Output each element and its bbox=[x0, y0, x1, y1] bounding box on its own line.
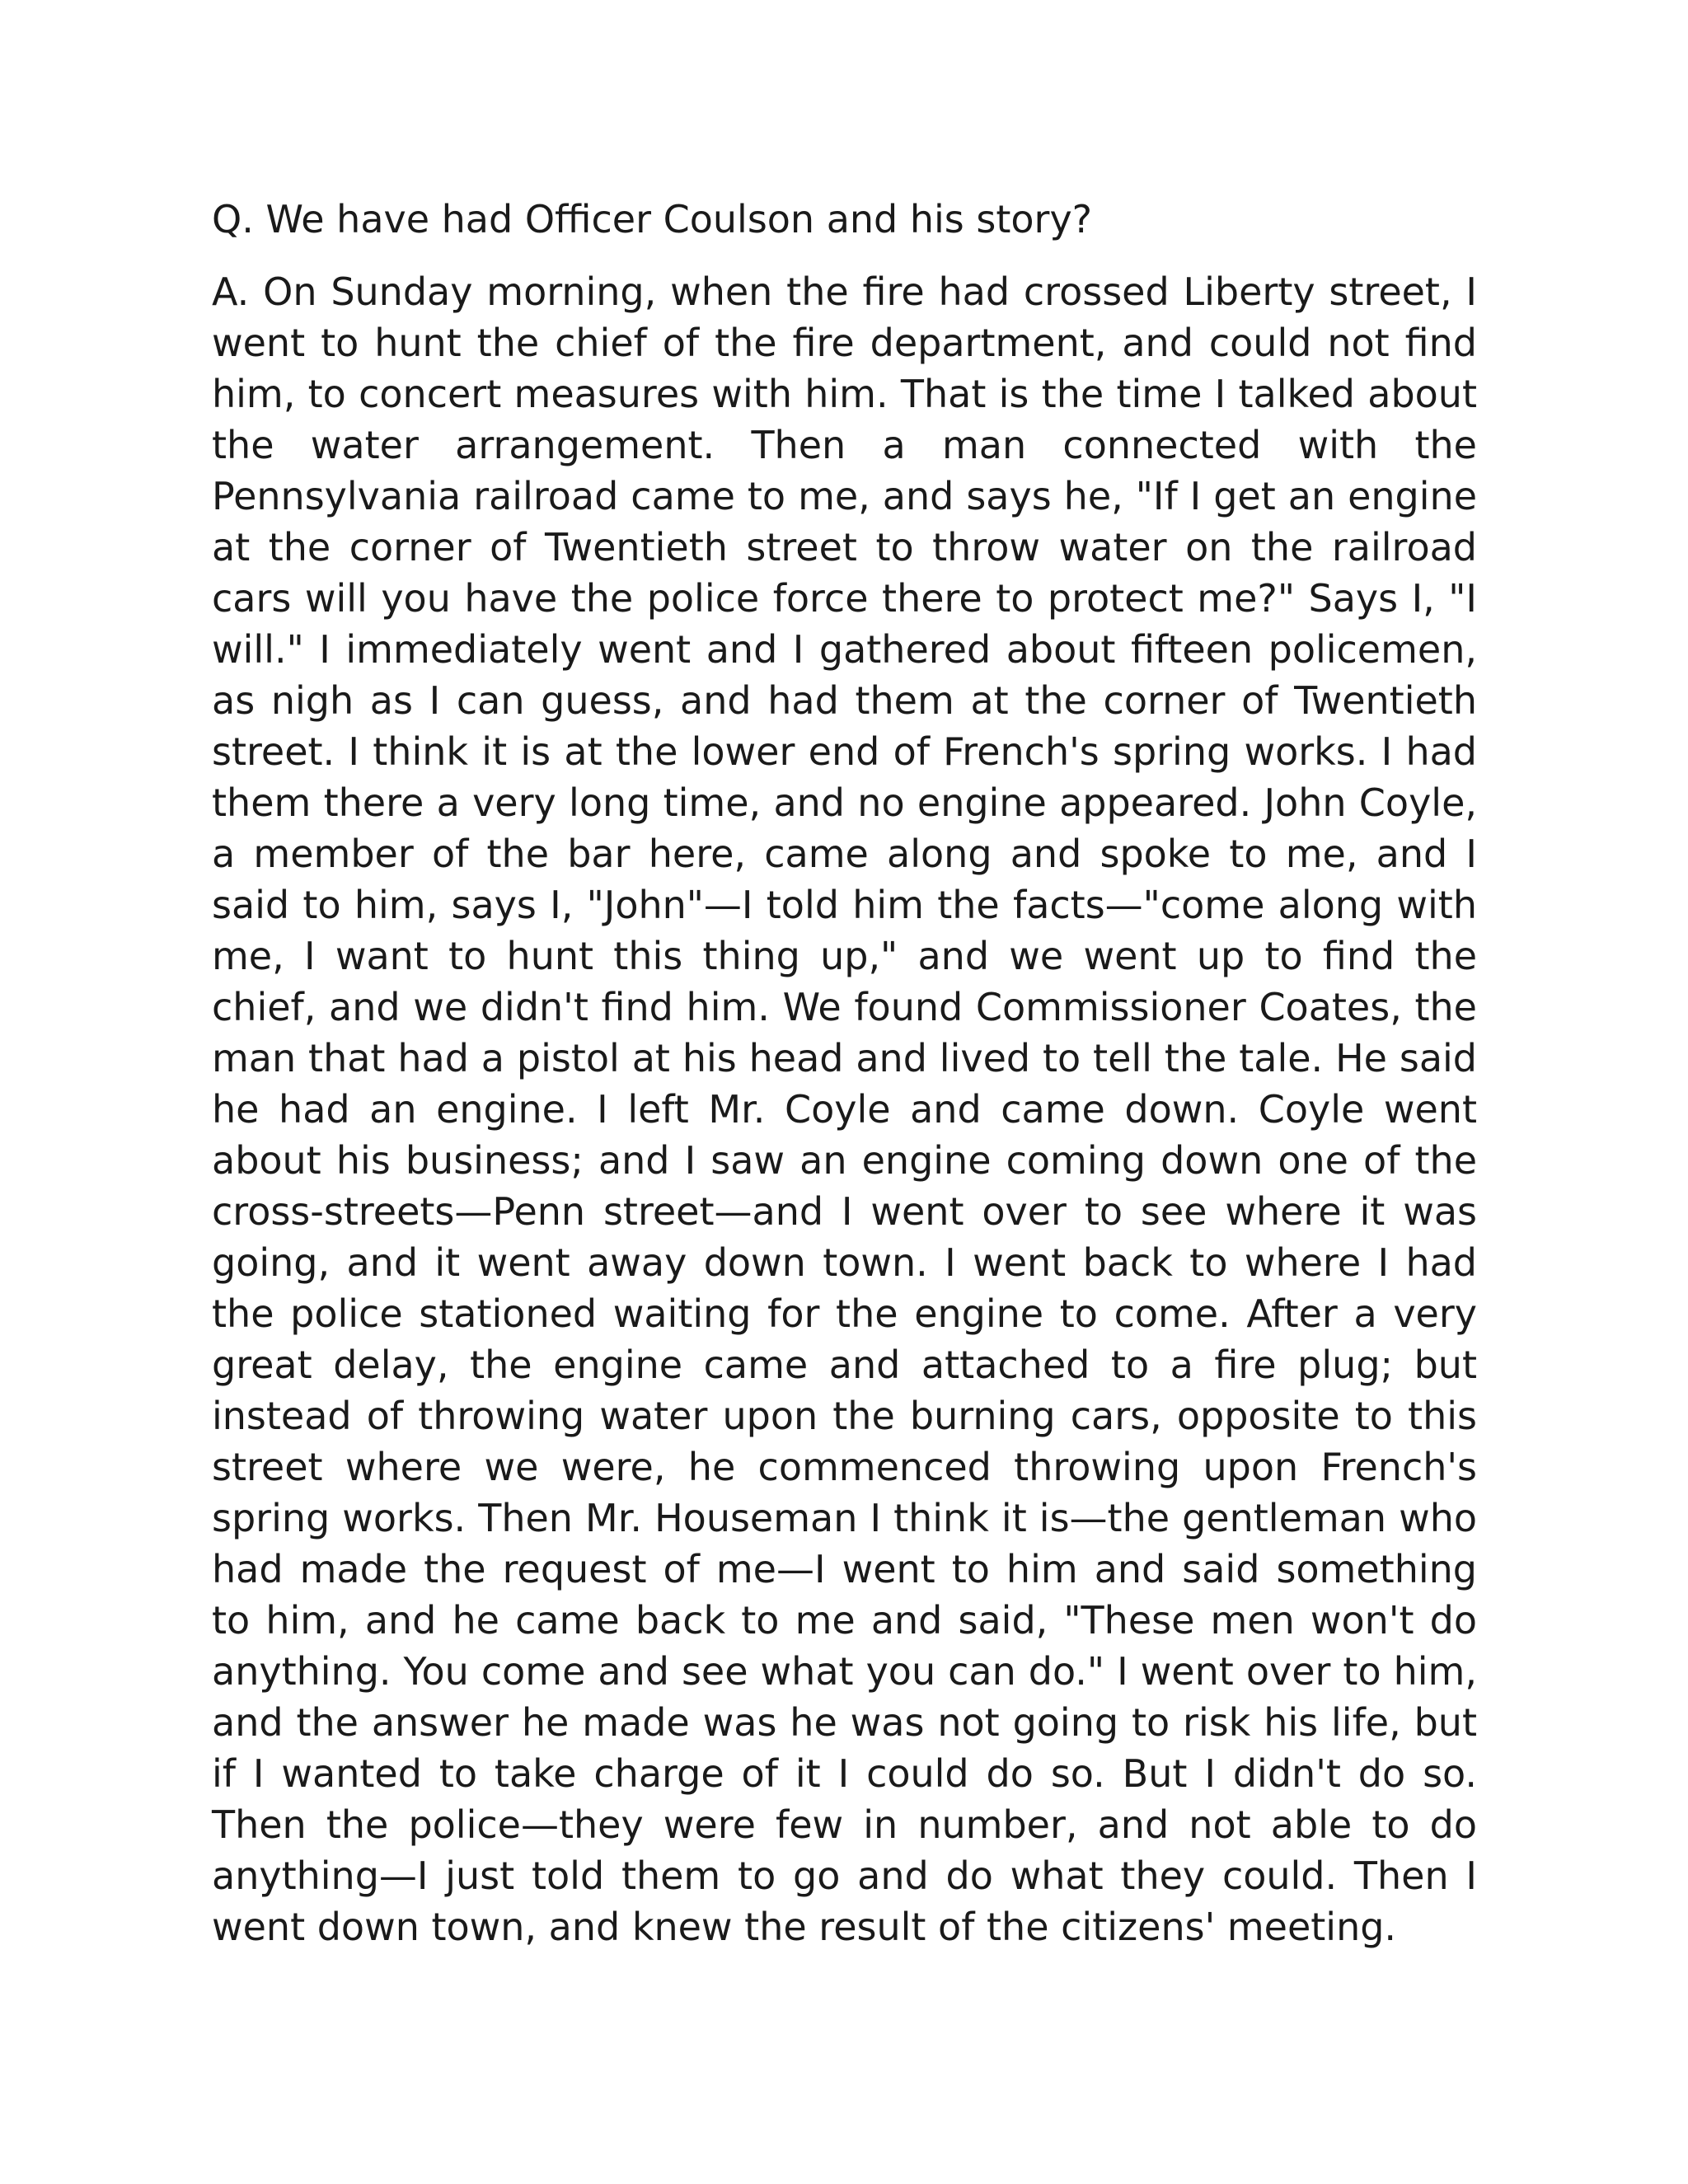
testimony-text bbox=[212, 194, 1477, 1952]
question-paragraph: Q. We have had Officer Coulson and his story? bbox=[212, 197, 1093, 241]
answer-paragraph: A. On Sunday morning, when the fire had crossed Liberty street, I went to hunt the chief of the fire department, and could not find him, to concert measures with him. That is the time I talked about the water arrangement. Then a man connected with the Pennsylvania railroad came to me, and says he, "If I get an engine at the corner of Twentieth street to throw water on the railroad cars will you have the police force there to protect me?" Says I, "I will." I immediately went and I gathered about fifteen policemen, as nigh as I can guess, and had them at the corner of Twentieth street. I think it is at the lower end of French's spring works. I had them there a very long time, and no engine appeared. John Coyle, a member of the bar here, came along and spoke to me, and I said to him, says I, "John"—I told him the facts—"come along with me, I want to hunt this thing up," and we went up to find the chief, and we didn't find him. We found Commissioner Coates, the man that had a pistol at his head and lived to tell the tale. He said he had an engine. I left Mr. Coyle and came down. Coyle went about his business; and I saw an engine coming down one of the cross-streets—Penn street—and I went over to see where it was going, and it went away down town. I went back to where I had the police stationed waiting for the engine to come. After a very great delay, the engine came and attached to a fire plug; but instead of throwing water upon the burning cars, opposite to this street where we were, he commenced throwing upon French's spring works. Then Mr. Houseman I think it is—the gentleman who had made the request of me—I went to him and said something to him, and he came back to me and said, "These men won't do anything. You come and see what you can do." I went over to him, and the answer he made was he was not going to risk his life, but if I wanted to take charge of it I could do so. But I didn't do so. Then the police—they were few in number, and not able to do anything—I just told them to go and do what they could. Then I went down town, and knew the result of the citizens' meeting. bbox=[212, 269, 1477, 1949]
